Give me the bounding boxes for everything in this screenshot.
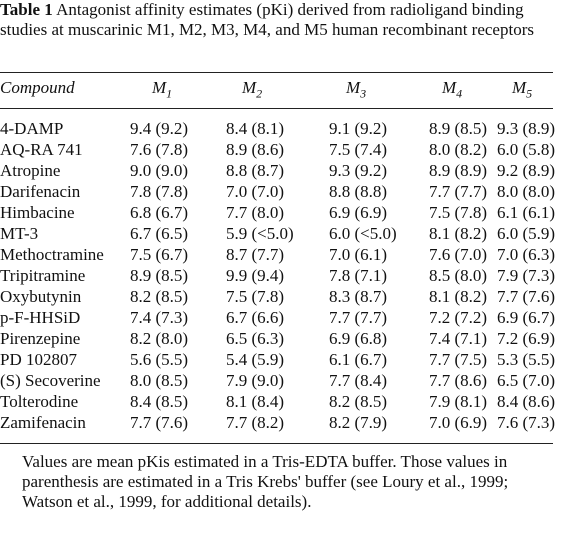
pki-value-m5: 7.9 (7.3) xyxy=(497,266,556,285)
table-row xyxy=(0,307,555,328)
pki-value-m5: 6.9 (6.7) xyxy=(497,308,556,327)
pki-value-m4: 7.9 (8.1) xyxy=(429,392,488,411)
top-rule xyxy=(0,72,553,73)
pki-value-m5: 6.1 (6.1) xyxy=(497,203,556,222)
compound-name: Darifenacin xyxy=(0,182,81,201)
pki-value-m1: 5.6 (5.5) xyxy=(130,350,189,369)
compound-name: Oxybutynin xyxy=(0,287,82,306)
pki-value-m3: 8.3 (8.7) xyxy=(329,287,388,306)
pki-value-m3: 8.8 (8.8) xyxy=(329,182,388,201)
pki-value-m2: 6.5 (6.3) xyxy=(226,329,285,348)
header-compound: Compound xyxy=(0,78,75,97)
table-row xyxy=(0,328,555,349)
pki-value-m1: 9.4 (9.2) xyxy=(130,119,189,138)
compound-name: 4-DAMP xyxy=(0,119,64,138)
pki-value-m3: 7.0 (6.1) xyxy=(329,245,388,264)
pki-value-m1: 7.8 (7.8) xyxy=(130,182,189,201)
table-row xyxy=(0,286,555,307)
pki-value-m5: 6.5 (7.0) xyxy=(497,371,556,390)
compound-name: Atropine xyxy=(0,161,61,180)
pki-value-m5: 9.2 (8.9) xyxy=(497,161,556,180)
pki-value-m2: 5.4 (5.9) xyxy=(226,350,285,369)
bottom-rule xyxy=(0,443,553,444)
pki-value-m4: 7.2 (7.2) xyxy=(429,308,488,327)
pki-value-m3: 6.0 (<5.0) xyxy=(329,224,397,243)
pki-value-m2: 7.0 (7.0) xyxy=(226,182,285,201)
pki-value-m3: 8.2 (8.5) xyxy=(329,392,388,411)
compound-name: Zamifenacin xyxy=(0,413,86,432)
pki-value-m1: 8.2 (8.0) xyxy=(130,329,189,348)
table-row xyxy=(0,223,555,244)
table-row xyxy=(0,412,555,433)
pki-value-m5: 7.2 (6.9) xyxy=(497,329,556,348)
header-m3: $M_3$ xyxy=(346,78,367,101)
table-footnote: Values are mean pKis estimated in a Tris-EDTA buffer. Those values in parenthesis are estimated in a Tris Krebs' buffer (see Loury et al., 1999; Watson et al., 1999, for additional details). xyxy=(22,452,509,511)
table-row xyxy=(0,160,555,181)
pki-value-m1: 7.4 (7.3) xyxy=(130,308,189,327)
pki-value-m4: 8.9 (8.5) xyxy=(429,119,488,138)
pki-value-m1: 8.2 (8.5) xyxy=(130,287,189,306)
pki-value-m1: 6.7 (6.5) xyxy=(130,224,189,243)
pki-value-m2: 8.4 (8.1) xyxy=(226,119,285,138)
header-m2: $M_2$ xyxy=(242,78,263,101)
pki-value-m1: 7.5 (6.7) xyxy=(130,245,189,264)
compound-name: PD 102807 xyxy=(0,350,77,369)
pki-value-m4: 8.1 (8.2) xyxy=(429,287,488,306)
pki-value-m2: 8.9 (8.6) xyxy=(226,140,285,159)
header-rule xyxy=(0,108,553,109)
header-m5: $M_5$ xyxy=(512,78,533,101)
pki-value-m1: 8.9 (8.5) xyxy=(130,266,189,285)
pki-value-m4: 7.7 (8.6) xyxy=(429,371,488,390)
pki-value-m4: 7.7 (7.5) xyxy=(429,350,488,369)
pki-value-m1: 7.7 (7.6) xyxy=(130,413,189,432)
pki-value-m3: 7.5 (7.4) xyxy=(329,140,388,159)
pki-value-m1: 6.8 (6.7) xyxy=(130,203,189,222)
compound-name: Methoctramine xyxy=(0,245,104,264)
pki-value-m5: 7.6 (7.3) xyxy=(497,413,556,432)
pki-value-m2: 8.7 (7.7) xyxy=(226,245,285,264)
pki-value-m4: 7.0 (6.9) xyxy=(429,413,488,432)
pki-value-m3: 6.1 (6.7) xyxy=(329,350,388,369)
pki-value-m4: 8.0 (8.2) xyxy=(429,140,488,159)
pki-value-m4: 7.7 (7.7) xyxy=(429,182,488,201)
pki-value-m5: 7.7 (7.6) xyxy=(497,287,556,306)
compound-name: Himbacine xyxy=(0,203,75,222)
pki-value-m3: 6.9 (6.8) xyxy=(329,329,388,348)
pki-value-m4: 7.5 (7.8) xyxy=(429,203,488,222)
compound-name: Tolterodine xyxy=(0,392,79,411)
pki-value-m2: 5.9 (<5.0) xyxy=(226,224,294,243)
pki-value-m3: 6.9 (6.9) xyxy=(329,203,388,222)
pki-value-m2: 6.7 (6.6) xyxy=(226,308,285,327)
table-row xyxy=(0,244,555,265)
header-m4: $M_4$ xyxy=(442,78,463,101)
pki-value-m4: 7.6 (7.0) xyxy=(429,245,488,264)
table-caption xyxy=(0,0,555,40)
pki-value-m2: 7.9 (9.0) xyxy=(226,371,285,390)
pki-value-m1: 7.6 (7.8) xyxy=(130,140,189,159)
caption-text: Antagonist affinity estimates (pKi) derived from radioligand binding studies at muscarinic M1, M2, M3, M4, and M5 human recombinant receptors xyxy=(0,0,534,39)
affinity-table xyxy=(0,118,555,433)
compound-name: MT-3 xyxy=(0,224,39,243)
table-row xyxy=(0,391,555,412)
pki-value-m3: 9.1 (9.2) xyxy=(329,119,388,138)
pki-value-m5: 6.0 (5.9) xyxy=(497,224,556,243)
compound-name: Pirenzepine xyxy=(0,329,81,348)
pki-value-m2: 8.1 (8.4) xyxy=(226,392,285,411)
pki-value-m1: 9.0 (9.0) xyxy=(130,161,189,180)
pki-value-m3: 7.7 (8.4) xyxy=(329,371,388,390)
pki-value-m1: 8.4 (8.5) xyxy=(130,392,189,411)
pki-value-m3: 8.2 (7.9) xyxy=(329,413,388,432)
pki-value-m5: 6.0 (5.8) xyxy=(497,140,556,159)
pki-value-m2: 8.8 (8.7) xyxy=(226,161,285,180)
pki-value-m1: 8.0 (8.5) xyxy=(130,371,189,390)
pki-value-m3: 7.8 (7.1) xyxy=(329,266,388,285)
pki-value-m4: 8.5 (8.0) xyxy=(429,266,488,285)
pki-value-m5: 5.3 (5.5) xyxy=(497,350,556,369)
pki-value-m2: 7.7 (8.0) xyxy=(226,203,285,222)
header-m1: $M_1$ xyxy=(152,78,173,101)
pki-value-m4: 8.1 (8.2) xyxy=(429,224,488,243)
pki-value-m2: 7.7 (8.2) xyxy=(226,413,285,432)
table-row xyxy=(0,181,555,202)
table-label: Table 1 xyxy=(0,0,53,19)
compound-name: Tripitramine xyxy=(0,266,86,285)
table-row xyxy=(0,265,555,286)
pki-value-m5: 9.3 (8.9) xyxy=(497,119,556,138)
pki-value-m2: 9.9 (9.4) xyxy=(226,266,285,285)
compound-name: (S) Secoverine xyxy=(0,371,101,390)
table-row xyxy=(0,202,555,223)
table-row xyxy=(0,370,555,391)
table-row xyxy=(0,139,555,160)
pki-value-m5: 8.0 (8.0) xyxy=(497,182,556,201)
pki-value-m4: 8.9 (8.9) xyxy=(429,161,488,180)
pki-value-m5: 8.4 (8.6) xyxy=(497,392,556,411)
pki-value-m3: 9.3 (9.2) xyxy=(329,161,388,180)
table-row xyxy=(0,349,555,370)
pki-value-m3: 7.7 (7.7) xyxy=(329,308,388,327)
table-row xyxy=(0,118,555,139)
compound-name: AQ-RA 741 xyxy=(0,140,83,159)
pki-value-m2: 7.5 (7.8) xyxy=(226,287,285,306)
pki-value-m4: 7.4 (7.1) xyxy=(429,329,488,348)
compound-name: p-F-HHSiD xyxy=(0,308,81,327)
pki-value-m5: 7.0 (6.3) xyxy=(497,245,556,264)
